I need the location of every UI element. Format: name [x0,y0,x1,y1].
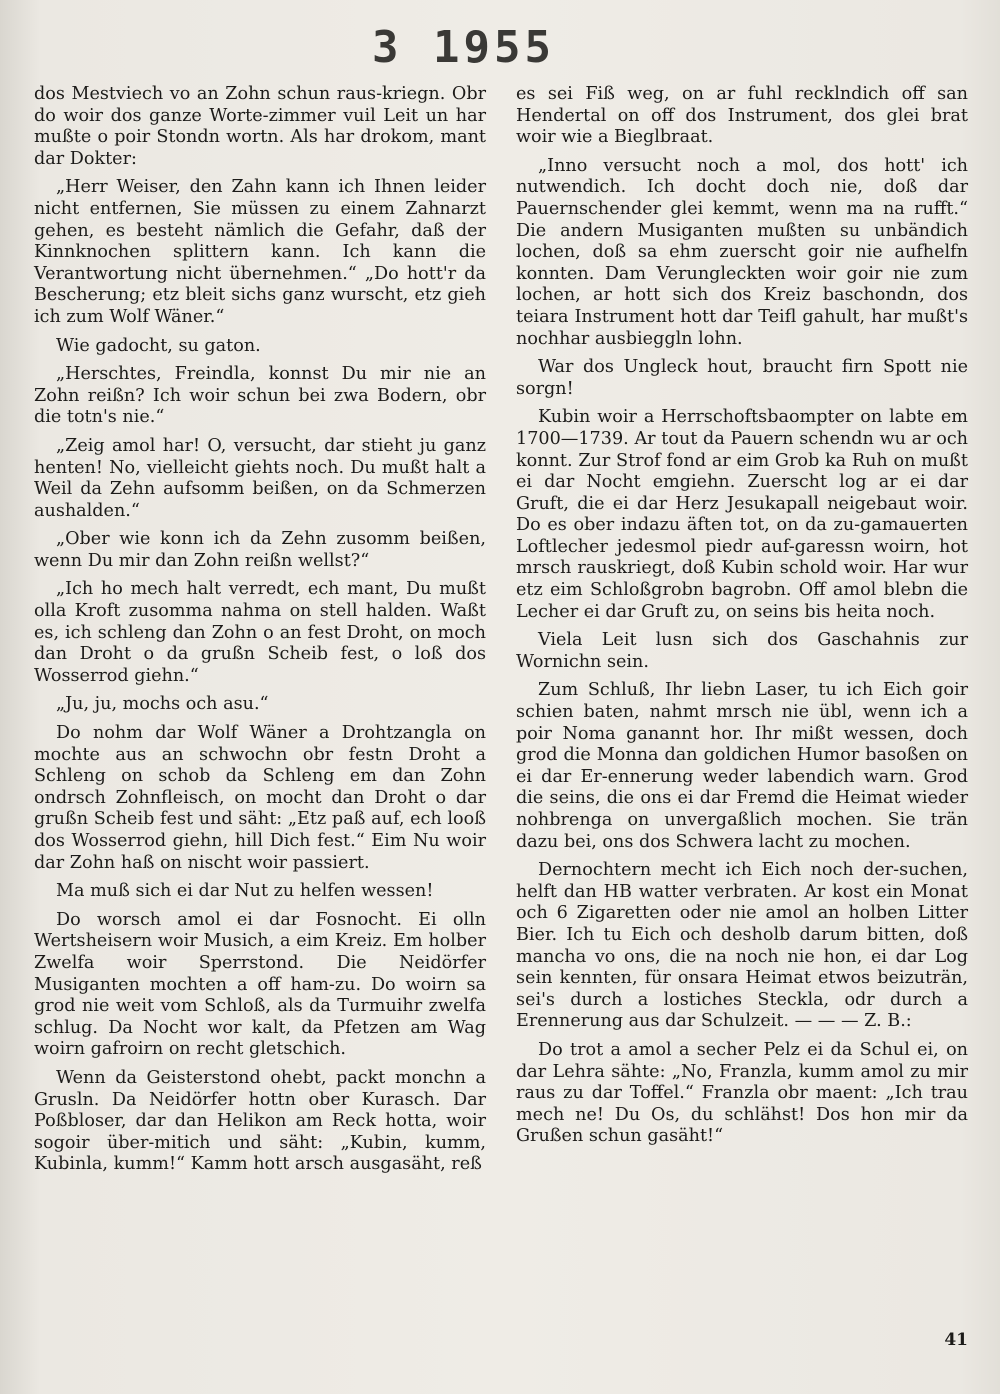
paragraph: Do trot a amol a secher Pelz ei da Schul ei, on dar Lehra sähte: „No, Franzla, kumm amol zu mir raus zu dar Toffel.“ Franzla obr maent: „Ich trau mech ne! Du Os, du schlähst! Dos hon mir da Grußen schun gasäht!“ [516,1039,968,1147]
paragraph: Wenn da Geisterstond ohebt, packt monchn a Grusln. Da Neidörfer hottn ober Kurasch. Dar Poßbloser, dar dan Helikon am Reck hotta, woir sogoir über-mitich und säht: „Kubin, kumm, Kubinla, kumm!“ Kamm hott arsch ausgasäht, reß [34,1067,486,1175]
paragraph: „Ober wie konn ich da Zehn zusomm beißen, wenn Du mir dan Zohn reißn wellst?“ [34,529,486,571]
paragraph: „Inno versucht noch a mol, dos hott' ich nutwendich. Ich docht doch nie, doß dar Pauernschender glei kemmt, wenn ma na rufft.“ Die andern Musiganten mußten su unbändich lochen, doß sa ehm zuerscht goir nie aufhelfn konnten. Dam Verungleckten woir goir nie zum lochen, ar hott sich dos Kreiz baschondn, dos teiara Instrument hott dar Teifl gahult, har mußt's nochhar ausbieggln lohn. [516,155,968,349]
paragraph: War dos Ungleck hout, braucht firn Spott nie sorgn! [516,357,968,399]
paragraph: es sei Fiß weg, on ar fuhl recklndich off san Hendertal on off dos Instrument, dos glei brat woir wie a Bieglbraat. [516,84,968,148]
paragraph: Do nohm dar Wolf Wäner a Drohtzangla on mochte aus an schwochn obr festn Droht a Schleng on schob da Schleng em dan Zohn ondrsch Zohnfleisch, on mocht dan Droht o dar grußn Scheib fest und säht: „Etz paß auf, ech looß dos Wosserrod giehn, hill Dich fest.“ Eim Nu woir dar Zohn haß on nischt woir passiert. [34,723,486,873]
right-column [516,84,968,1155]
paragraph: Ma muß sich ei dar Nut zu helfen wessen! [56,881,434,902]
paragraph: Dernochtern mecht ich Eich noch der-suchen, helft dan HB watter verbraten. Ar kost ein Monat och 6 Zigaretten oder nie amol an holben Litter Bier. Ich tu Eich och desholb darum bitten, doß mancha vo ons, die na noch nie hon, ei dar Log sein kennten, für onsara Heimat etwos beizuträn, sei's durch a lostiches Steckla, odr durch a Erennerung aus dar Schulzeit. — — — Z. B.: [516,860,968,1032]
paragraph: „Herr Weiser, den Zahn kann ich Ihnen leider nicht entfernen, Sie müssen zu einem Zahnarzt gehen, es besteht nämlich die Gefahr, daß der Kinnknochen splittern kann. Ich kann die Verantwortung nicht übernehmen.“ „Do hott'r da Bescherung; etz bleit sichs ganz wurscht, etz gieh ich zum Wolf Wäner.“ [34,177,486,327]
paragraph: Zum Schluß, Ihr liebn Laser, tu ich Eich goir schien baten, nahmt mrsch nie übl, wenn ich a poir Noma ganannt hor. Ihr mißt wessen, doch grod die Monna dan goldichen Humor basoßen on ei dar Er-ennerung weder labendich warn. Grod die seins, die ons ei dar Fremd die Heimat wieder nohbrenga on unvergaßlich mochen. Sie trän dazu bei, ons dos Schwera lacht zu mochen. [516,680,968,852]
paragraph: „Ju, ju, mochs och asu.“ [56,694,269,715]
paragraph: Wie gadocht, su gaton. [56,335,261,356]
paragraph: Viela Leit lusn sich dos Gaschahnis zur Wornichn sein. [516,630,968,672]
page-number: 41 [944,1330,968,1350]
paragraph: Kubin woir a Herrschoftsbaompter on labte em 1700—1739. Ar tout da Pauern schendn wu ar och konnt. Zur Strof fond ar eim Grob ka Ruh on mußt ei dar Nocht emgiehn. Zuerscht log ar ei dar Gruft, die ei dar Herz Jesukapall neigebaut woir. Do es ober indazu äften tot, on da zu-gamauerten Loftlecher jedesmol piedr auf-garessn woirn, hot mrsch rauskriegt, doß Kubin schold woir. Har wur etz eim Schloßgrobn bagrobn. Off amol blebn die Lecher ei dar Gruft zu, on seins bis heita noch. [516,407,968,622]
paragraph: Do worsch amol ei dar Fosnocht. Ei olln Wertsheisern woir Musich, a eim Kreiz. Em holber Zwelfa woir Sperrstond. Die Neidörfer Musiganten mochten a off ham-zu. Do woirn sa grod nie weit vom Schloß, als da Turmuihr zwelfa schlug. Da Nocht wor kalt, da Pfetzen am Wag woirn gafroirn on recht gletschich. [34,909,486,1060]
paragraph: „Ich ho mech halt verredt, ech mant, Du mußt olla Kroft zusomma nahma on stell halden. Waßt es, ich schleng dan Zohn o an fest Droht, on moch dan Droht o da grußn Scheib fest, o loß dos Wosserrod giehn.“ [34,579,486,686]
left-column [34,84,486,1183]
paragraph: „Herschtes, Freindla, konnst Du mir nie an Zohn reißn? Ich woir schun bei zwa Bodern, obr die totn's nie.“ [34,364,486,428]
paragraph: dos Mestviech vo an Zohn schun raus-kriegn. Obr do woir dos ganze Worte-zimmer vuil Leit un har mußte o poir Stondn wortn. Als har drokom, mant dar Dokter: [34,84,486,169]
year-stamp: 3 1955 [372,22,555,73]
paragraph: „Zeig amol har! O, versucht, dar stieht ju ganz henten! No, vielleicht giehts noch. Du mußt halt a Weil da Zehn aufsomm beißen, on da Schmerzen aushalden.“ [34,435,486,521]
